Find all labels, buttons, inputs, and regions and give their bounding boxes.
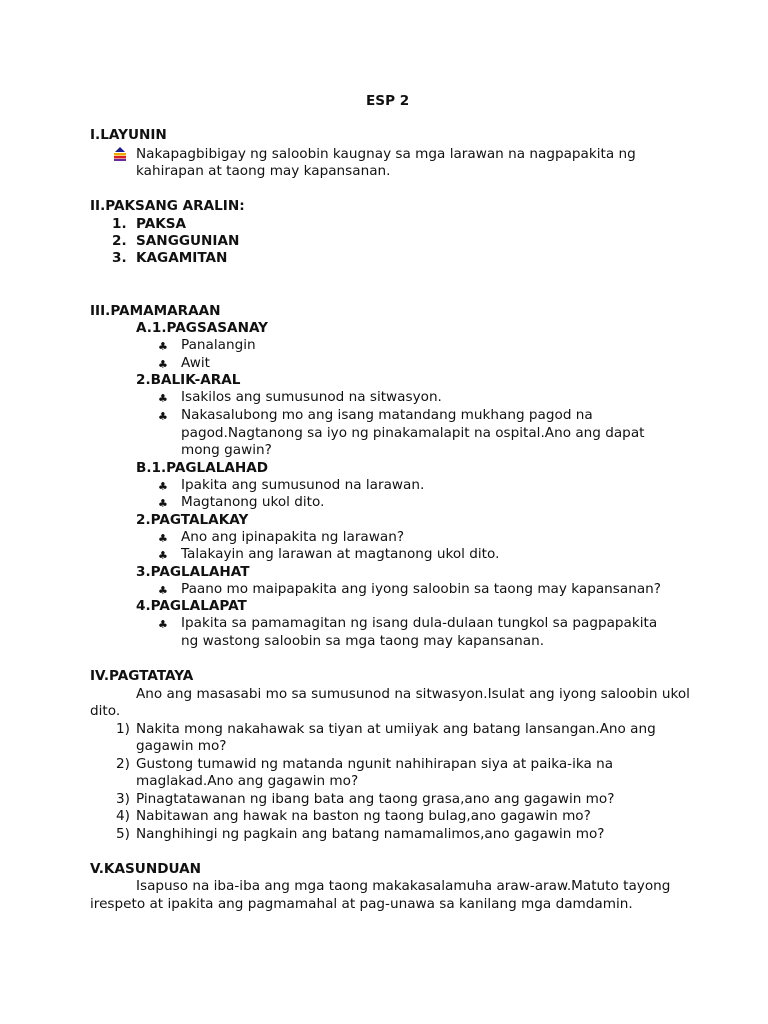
bullet-text: Magtanong ukol dito. (181, 494, 325, 510)
club-bullet-icon: ♣ (158, 532, 168, 545)
bullet-text: Isakilos ang sumusunod na sitwasyon. (181, 389, 442, 405)
list-number: 1. (112, 216, 127, 232)
club-bullet-icon: ♣ (158, 340, 168, 353)
list-number: 3) (116, 791, 130, 807)
question-text: Nabitawan ang hawak na baston ng taong bulag,ano gagawin mo? (136, 808, 591, 824)
club-bullet-icon: ♣ (158, 480, 168, 493)
bullet-text: pagod.Nagtanong sa iyo ng pinakamalapit na ospital.Ano ang dapat (181, 425, 645, 441)
bullet-text: Nakasalubong mo ang isang matandang mukhang pagod na (181, 407, 593, 423)
club-bullet-icon: ♣ (158, 618, 168, 631)
colored-arrow-bullet-icon (114, 147, 126, 161)
list-number: 5) (116, 826, 130, 842)
club-bullet-icon: ♣ (158, 392, 168, 405)
question-text: gagawin mo? (136, 738, 227, 754)
question-text: Gustong tumawid ng matanda ngunit nahihirapan siya at paika-ika na (136, 756, 614, 772)
list-number: 3. (112, 250, 127, 266)
bullet-text: Ipakita sa pamamagitan ng isang dula-dulaan tungkol sa pagpapakita (181, 615, 658, 631)
club-bullet-icon: ♣ (158, 497, 168, 510)
kasunduan-text: Isapuso na iba-iba ang mga taong makakasalamuha araw-araw.Matuto tayong (136, 878, 671, 894)
paksang-aralin-heading: II.PAKSANG ARALIN: (90, 198, 245, 214)
list-number: 4) (116, 808, 130, 824)
club-bullet-icon: ♣ (158, 584, 168, 597)
kasunduan-text: irespeto at ipakita ang pagmamahal at pag-unawa sa kanilang mga damdamin. (90, 896, 633, 912)
pamamaraan-heading: III.PAMAMARAAN (90, 303, 221, 319)
bullet-text: Panalangin (181, 337, 256, 353)
question-text: Nanghihingi ng pagkain ang batang namamalimos,ano gagawin mo? (136, 826, 605, 842)
layunin-heading: I.LAYUNIN (90, 127, 167, 143)
layunin-line: Nakapagbibigay ng saloobin kaugnay sa mga larawan na nagpapakita ng (136, 146, 636, 162)
bullet-text: ng wastong saloobin sa mga taong may kapansanan. (181, 633, 545, 649)
section-heading: 4.PAGLALAPAT (136, 598, 247, 614)
club-bullet-icon: ♣ (158, 410, 168, 423)
bullet-text: Ipakita ang sumusunod na larawan. (181, 477, 425, 493)
section-heading: 3.PAGLALAHAT (136, 564, 250, 580)
bullet-text: Awit (181, 355, 210, 371)
bullet-text: mong gawin? (181, 442, 272, 458)
bullet-text: Ano ang ipinapakita ng larawan? (181, 529, 405, 545)
section-heading: 2.PAGTALAKAY (136, 512, 249, 528)
list-number: 2) (116, 756, 130, 772)
section-heading: A.1.PAGSASANAY (136, 320, 269, 336)
sanggunian-item: SANGGUNIAN (136, 233, 240, 249)
section-heading: 2.BALIK-ARAL (136, 372, 241, 388)
document-title: ESP 2 (366, 93, 410, 109)
pagtataya-heading: IV.PAGTATAYA (90, 668, 194, 684)
bullet-text: Paano mo maipapakita ang iyong saloobin sa taong may kapansanan? (181, 581, 661, 597)
club-bullet-icon: ♣ (158, 549, 168, 562)
pagtataya-intro: Ano ang masasabi mo sa sumusunod na sitwasyon.Isulat ang iyong saloobin ukol (136, 686, 690, 702)
paksa-item: PAKSA (136, 216, 187, 232)
club-bullet-icon: ♣ (158, 358, 168, 371)
question-text: Nakita mong nakahawak sa tiyan at umiiyak ang batang lansangan.Ano ang (136, 721, 656, 737)
pagtataya-intro: dito. (90, 703, 121, 719)
kasunduan-heading: V.KASUNDUAN (90, 861, 201, 877)
bullet-text: Talakayin ang larawan at magtanong ukol dito. (181, 546, 500, 562)
kagamitan-item: KAGAMITAN (136, 250, 228, 266)
question-text: Pinagtatawanan ng ibang bata ang taong grasa,ano ang gagawin mo? (136, 791, 615, 807)
question-text: maglakad.Ano ang gagawin mo? (136, 773, 359, 789)
list-number: 1) (116, 721, 130, 737)
section-heading: B.1.PAGLALAHAD (136, 460, 269, 476)
list-number: 2. (112, 233, 127, 249)
layunin-line: kahirapan at taong may kapansanan. (136, 163, 391, 179)
